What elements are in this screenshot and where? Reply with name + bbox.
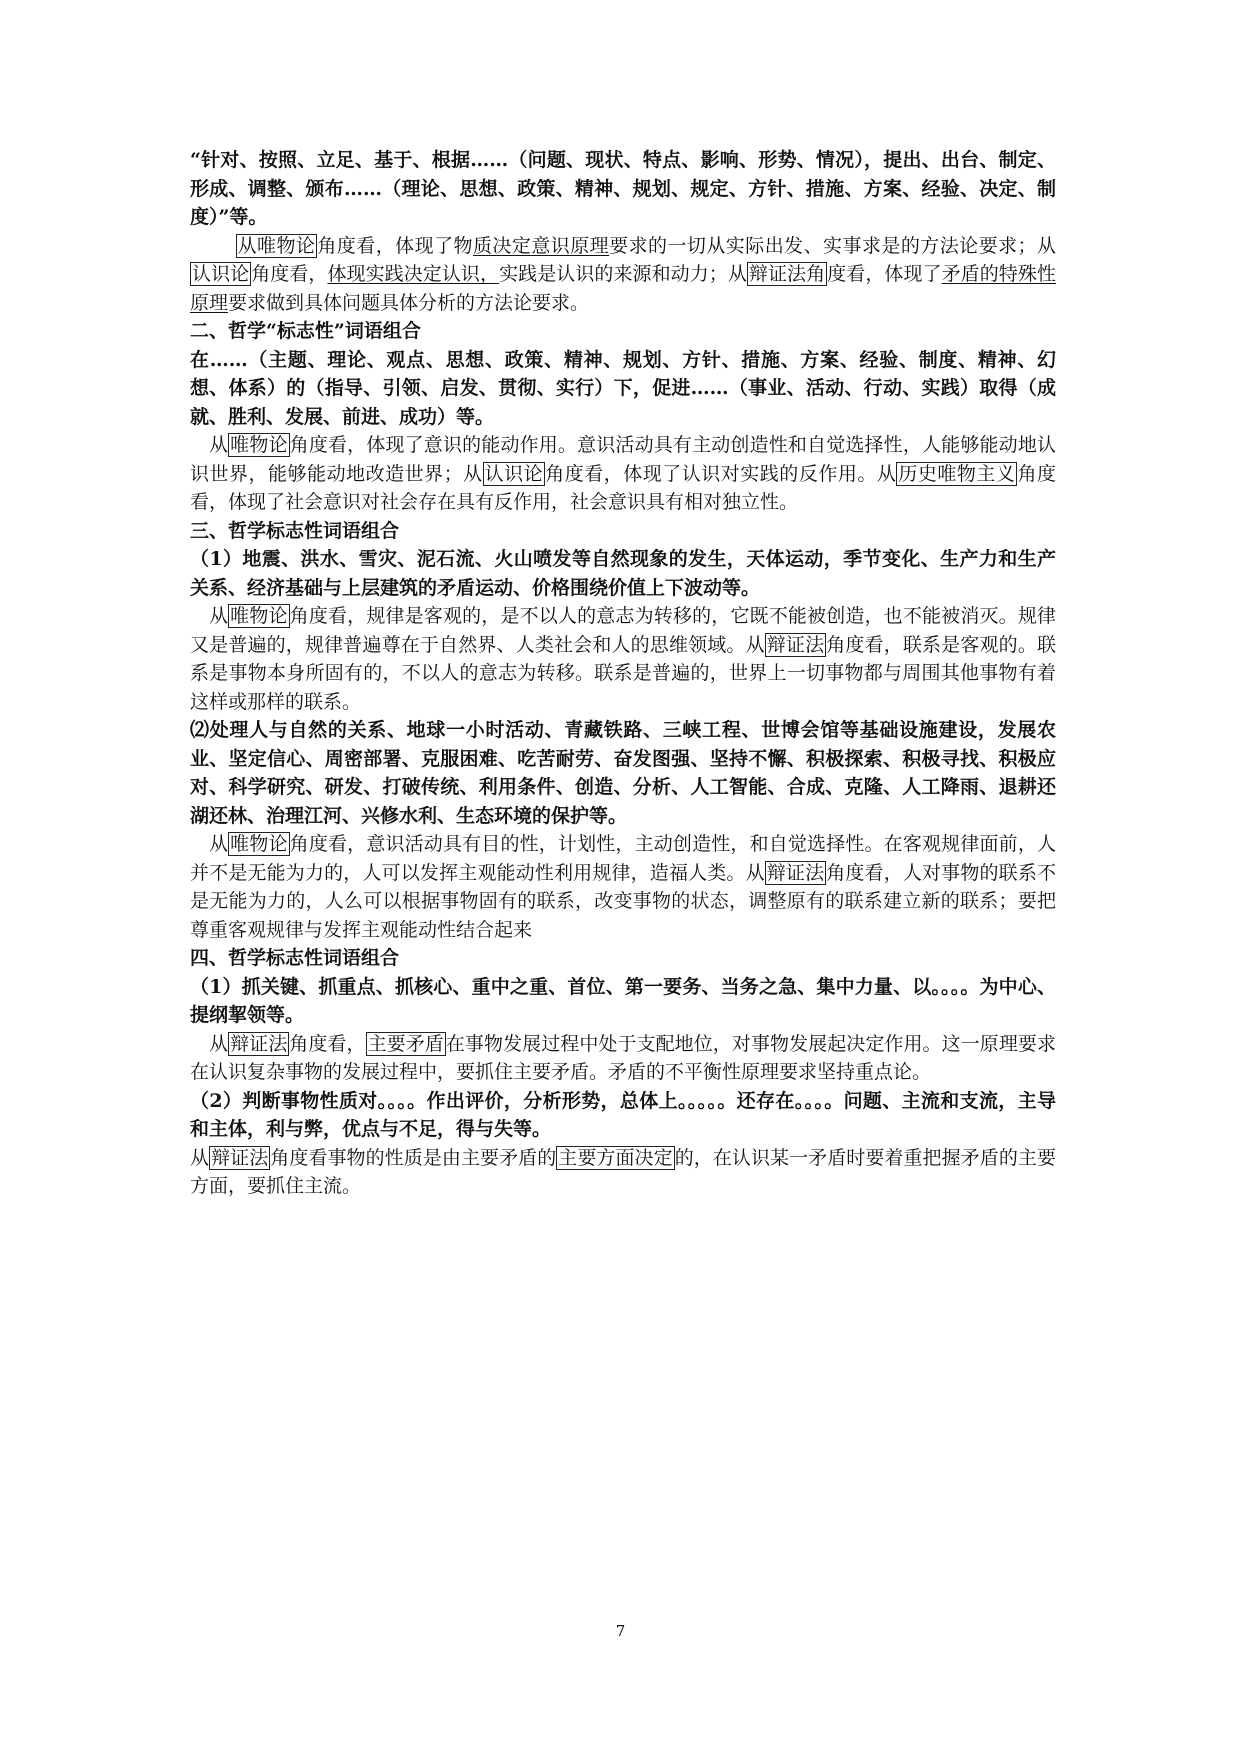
text-span: 角度看，体现了物 — [317, 234, 473, 257]
boxed-term: 辩证法 — [211, 1146, 269, 1169]
text-span: 度看，体现了 — [827, 263, 942, 285]
boxed-term: 辩证法 — [766, 861, 825, 884]
paragraph-2 — [190, 431, 1056, 517]
section-heading-2: 二、哲学“标志性”词语组合 — [190, 320, 421, 342]
keyword-group-3-1: （1）地震、洪水、雪灾、泥石流、火山喷发等自然现象的发生，天体运动，季节变化、生产力和生产关系、经济基础与上层建筑的矛盾运动、价格围绕价值上下波动等。 — [190, 548, 1056, 599]
document-body — [190, 146, 1056, 1201]
keyword-group-4-2: （2）判断事物性质对。。。。作出评价，分析形势，总体上。。。。。还存在。。。。问题、主流和支流，主导和主体，利与弊，优点与不足，得与失等。 — [190, 1089, 1056, 1140]
boxed-term: 唯物论 — [230, 605, 288, 627]
boxed-term: 认识论 — [484, 462, 544, 485]
boxed-term: 历史唯物主义 — [898, 462, 1016, 485]
underlined-term: 质决定意识原理 — [472, 234, 610, 257]
text-span: 角度看， — [289, 1032, 366, 1055]
text-span: 在事物发展过程中处于支配地位，对事物发展起决定作用。这一原理要求在认识复杂事物的发展过程中，要抓住主要矛盾。矛盾的不平衡性原理要求坚持重点论。 — [190, 1032, 1056, 1083]
underlined-term: 体现实践决定认识， — [327, 263, 500, 285]
text-span: 要求做到具体问题具体分析的方法论要求。 — [228, 291, 590, 314]
paragraph-1 — [190, 232, 1056, 318]
text-span: 角度看，体现了社会意识对社会存在具有反作用，社会意识具有相对独立性。 — [190, 462, 1056, 513]
boxed-term: 主要矛盾 — [367, 1032, 444, 1055]
text-span: 从 — [209, 605, 229, 627]
text-span: 从 — [209, 434, 229, 456]
paragraph-5 — [190, 1030, 1056, 1087]
paragraph-3 — [190, 602, 1056, 716]
keyword-group-4-1: （1）抓关键、抓重点、抓核心、重中之重、首位、第一要务、当务之急、集中力量、以。。。。为中心、提纲挈领等。 — [190, 975, 1056, 1026]
page-number: 7 — [615, 1622, 626, 1640]
section-heading-3: 三、哲学标志性词语组合 — [190, 519, 400, 542]
text-span: 角度看，人对事物的联系不是无能为力的，人么可以根据事物固有的联系，改变事物的状态，调整原有的联系建立新的联系；要把尊重客观规律与发挥主观能动性结合起来 — [190, 861, 1056, 941]
text-span: 角度看，意识活动具有目的性，计划性，主动创造性，和自觉选择性。在客观规律面前，人并不是无能为力的，人可以发挥主观能动性利用规律，造福人类。从 — [190, 833, 1056, 884]
boxed-term: 唯物论 — [230, 833, 288, 855]
keyword-group-3-2: ⑵处理人与自然的关系、地球一小时活动、青藏铁路、三峡工程、世博会馆等基础设施建设，发展农业、坚定信心、周密部署、克服困难、吃苦耐劳、奋发图强、坚持不懈、积极探索、积极寻找、积极应对、科学研究、研发、打破传统、利用条件、创造、分析、人工智能、合成、克隆、人工降雨、退耕还湖还林、治理江河、兴修水利、生态环境的保护等。 — [190, 719, 1056, 827]
boxed-term: 从唯物论 — [237, 234, 316, 257]
text-span: 实践是认识的来源和动力；从 — [499, 263, 747, 285]
intro-bold-paragraph: “针对、按照、立足、基于、根据……（问题、现状、特点、影响、形势、情况），提出、出台、制定、形成、调整、颁布……（理论、思想、政策、精神、规划、规定、方针、措施、方案、经验、决定、制度）”等。 — [190, 149, 1056, 228]
text-span: 角度看， — [251, 263, 328, 285]
boxed-term: 主要方面决定 — [558, 1146, 673, 1169]
text-span: 角度看，体现了意识的能动作用。意识活动具有主动创造性和自觉选择性，人能够能动地认识世界，能够能动地改造世界；从 — [190, 434, 1056, 485]
text-span: 要求的一切从实际出发、实事求是的方法论要求；从 — [609, 234, 1056, 257]
text-span: 从 — [190, 1146, 210, 1169]
boxed-term: 唯物论 — [230, 434, 288, 456]
text-span: 从 — [209, 833, 229, 855]
text-span: 的，在认识某一矛盾时要着重把握矛盾的主要方面，要抓住主流。 — [190, 1146, 1056, 1197]
boxed-term: 辩证法 — [766, 633, 825, 656]
boxed-term: 辩证法 — [230, 1032, 288, 1055]
paragraph-4 — [190, 830, 1056, 944]
boxed-term: 认识论 — [192, 263, 250, 285]
underlined-term: 矛盾的特殊性原理 — [190, 263, 1056, 314]
text-span: 角度看，联系是客观的。联系是事物本身所固有的，不以人的意志为转移。联系是普遍的，世界上一切事物都与周围其他事物有着这样或那样的联系。 — [190, 633, 1056, 713]
text-span: 角度看，规律是客观的，是不以人的意志为转移的，它既不能被创造，也不能被消灭。规律又是普遍的，规律普遍尊在于自然界、人类社会和人的思维领域。从 — [190, 605, 1056, 656]
text-span: 角度看，体现了认识对实践的反作用。从 — [545, 462, 897, 485]
paragraph-6 — [190, 1144, 1056, 1201]
boxed-term: 辩证法角 — [748, 263, 826, 285]
keyword-group-2: 在……（主题、理论、观点、思想、政策、精神、规划、方针、措施、方案、经验、制度、精神、幻想、体系）的（指导、引领、启发、贯彻、实行）下，促进……（事业、活动、行动、实践）取得（成就、胜利、发展、前进、成功）等。 — [190, 348, 1056, 428]
text-span: 角度看事物的性质是由主要矛盾的 — [270, 1146, 557, 1169]
text-span: 从 — [209, 1032, 229, 1055]
section-heading-4: 四、哲学标志性词语组合 — [190, 947, 400, 969]
